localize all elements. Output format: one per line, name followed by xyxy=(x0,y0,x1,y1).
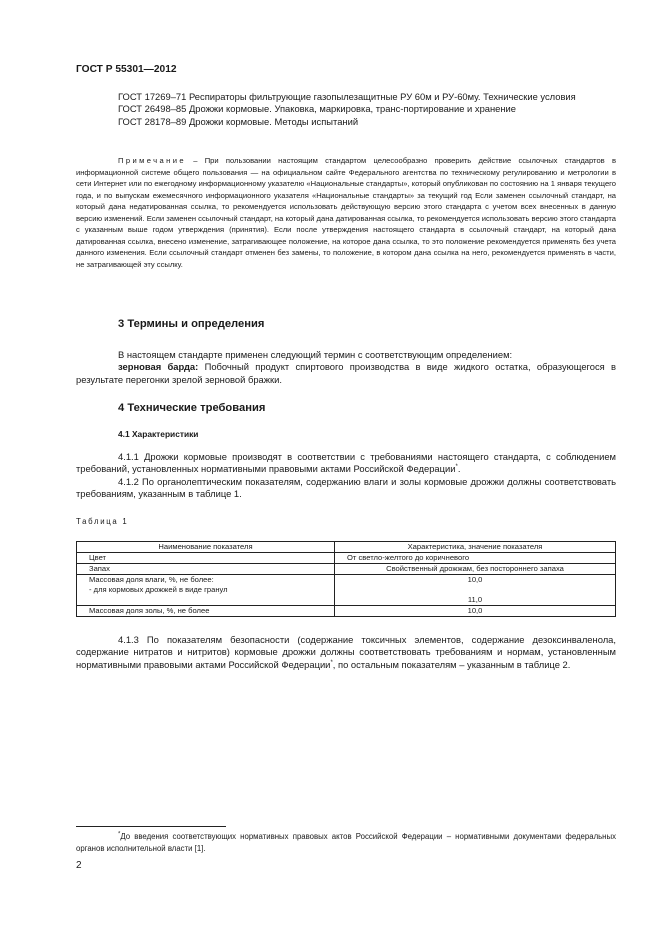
terms-intro: В настоящем стандарте применен следующий термин с соответствующим определением: xyxy=(118,349,513,360)
section-4-1-3-body xyxy=(76,634,616,671)
table-row xyxy=(77,606,616,617)
subsection-4-1-title: 4.1 Характеристики xyxy=(118,429,199,439)
table-cell: Массовая доля влаги, %, не более: xyxy=(77,575,335,586)
footnote-divider xyxy=(76,826,226,827)
table-cell: - для кормовых дрожжей в виде гранул xyxy=(77,585,335,606)
paragraph-4-1-2: 4.1.2 По органолептическим показателям, содержанию влаги и золы кормовые дрожжи должны соответствовать требованиям, указанным в таблице 1. xyxy=(76,475,616,499)
table-row xyxy=(77,585,616,606)
note-text: – При пользовании настоящим стандартом целесообразно проверить действие ссылочных стандартов в информационной системе общего пользования — на официальном сайте Федерального агентства по техническому регулированию и метрологии в сети Интернет или по ежегодному информационному указателю «Национальные стандарты», который опубликован по состоянию на 1 января текущего года, и по выпускам ежемесячного информационного указателя «Национальные стандарты» за текущий год Если заменен ссылочный стандарт, на который дана недатированная ссылка, то рекомендуется использовать действующую версию этого стандарта с учетом всех внесенных в данную версию изменений. Если заменен ссылочный стандарт, на который дана датированная ссылка, то рекомендуется использовать версию этого стандарта с указанным выше годом утверждения (принятия). Если после утверждения настоящего стандарта в ссылочный стандарт, на который дана датированная ссылка, внесено изменение, затрагивающее положение, на которое дана ссылка, то это положение рекомендуется применять без учета данного изменения. Если ссылочный стандарт отменен без замены, то положение, в котором дана ссылка на него, рекомендуется применять в части, не затрагивающей эту ссылку. xyxy=(76,156,616,269)
note-label: Примечание xyxy=(118,156,186,165)
table-header-cell: Наименование показателя xyxy=(77,542,335,553)
reference-item: ГОСТ 26498–85 Дрожжи кормовые. Упаковка, маркировка, транс-портирование и хранение xyxy=(118,103,517,115)
table-1 xyxy=(76,541,616,617)
table-cell: Свойственный дрожжам, без постороннего запаха xyxy=(335,564,616,575)
footnote-ref: * xyxy=(455,464,458,471)
footnote xyxy=(76,831,616,854)
reference-item: ГОСТ 28178–89 Дрожжи кормовые. Методы испытаний xyxy=(118,115,359,127)
table-cell: Цвет xyxy=(77,553,335,564)
section-4-title: 4 Технические требования xyxy=(118,402,266,414)
table-header-row xyxy=(77,542,616,553)
footnote-ref: * xyxy=(330,659,333,666)
term-name: зерновая барда: xyxy=(118,361,199,373)
table-cell: 11,0 xyxy=(335,585,616,606)
normative-references xyxy=(76,91,616,128)
section-3-title: 3 Термины и определения xyxy=(118,318,265,330)
section-3-body xyxy=(76,349,616,386)
paragraph-4-1-3: 4.1.3 По показателям безопасности (содержание токсичных элементов, содержание дезоксинваленола, содержание нитратов и нитритов) кормовые дрожжи должны соответствовать требованиям и нормам, установленным нормативными правовыми актами Российской Федерации*, по остальным показателям – указанным в таблице 2. xyxy=(76,634,616,670)
table-header-cell: Характеристика, значение показателя xyxy=(335,542,616,553)
document-header: ГОСТ Р 55301—2012 xyxy=(76,64,177,75)
footnote-mark: * xyxy=(118,831,121,838)
table-cell: Массовая доля золы, %, не более xyxy=(77,606,335,617)
page-number: 2 xyxy=(76,860,82,871)
references-note xyxy=(76,155,616,270)
table-cell: 10,0 xyxy=(335,575,616,586)
table-cell: 10,0 xyxy=(335,606,616,617)
term-text: Побочный продукт спиртового производства в виде жидкого остатка, образующегося в результате перегонки зрелой зерновой бражки. xyxy=(76,361,616,385)
table-1-caption: Таблица 1 xyxy=(76,517,129,526)
footnote-text: До введения соответствующих нормативных правовых актов Российской Федерации – нормативными документами федеральных органов исполнительной власти [1]. xyxy=(76,832,616,853)
table-cell: От светло-желтого до коричневого xyxy=(335,553,616,564)
term-definition xyxy=(76,361,616,386)
section-4-1-body xyxy=(76,451,616,500)
paragraph-4-1-1: 4.1.1 Дрожжи кормовые производят в соответствии с требованиями настоящего стандарта, с соблюдением требований, установленных нормативными правовыми актами Российской Федерации*. xyxy=(76,451,616,475)
table-row xyxy=(77,553,616,564)
reference-item: ГОСТ 17269–71 Респираторы фильтрующие газопылезащитные РУ 60м и РУ-60му. Технические условия xyxy=(118,91,576,102)
table-row xyxy=(77,564,616,575)
table-cell: Запах xyxy=(77,564,335,575)
table-row xyxy=(77,575,616,586)
